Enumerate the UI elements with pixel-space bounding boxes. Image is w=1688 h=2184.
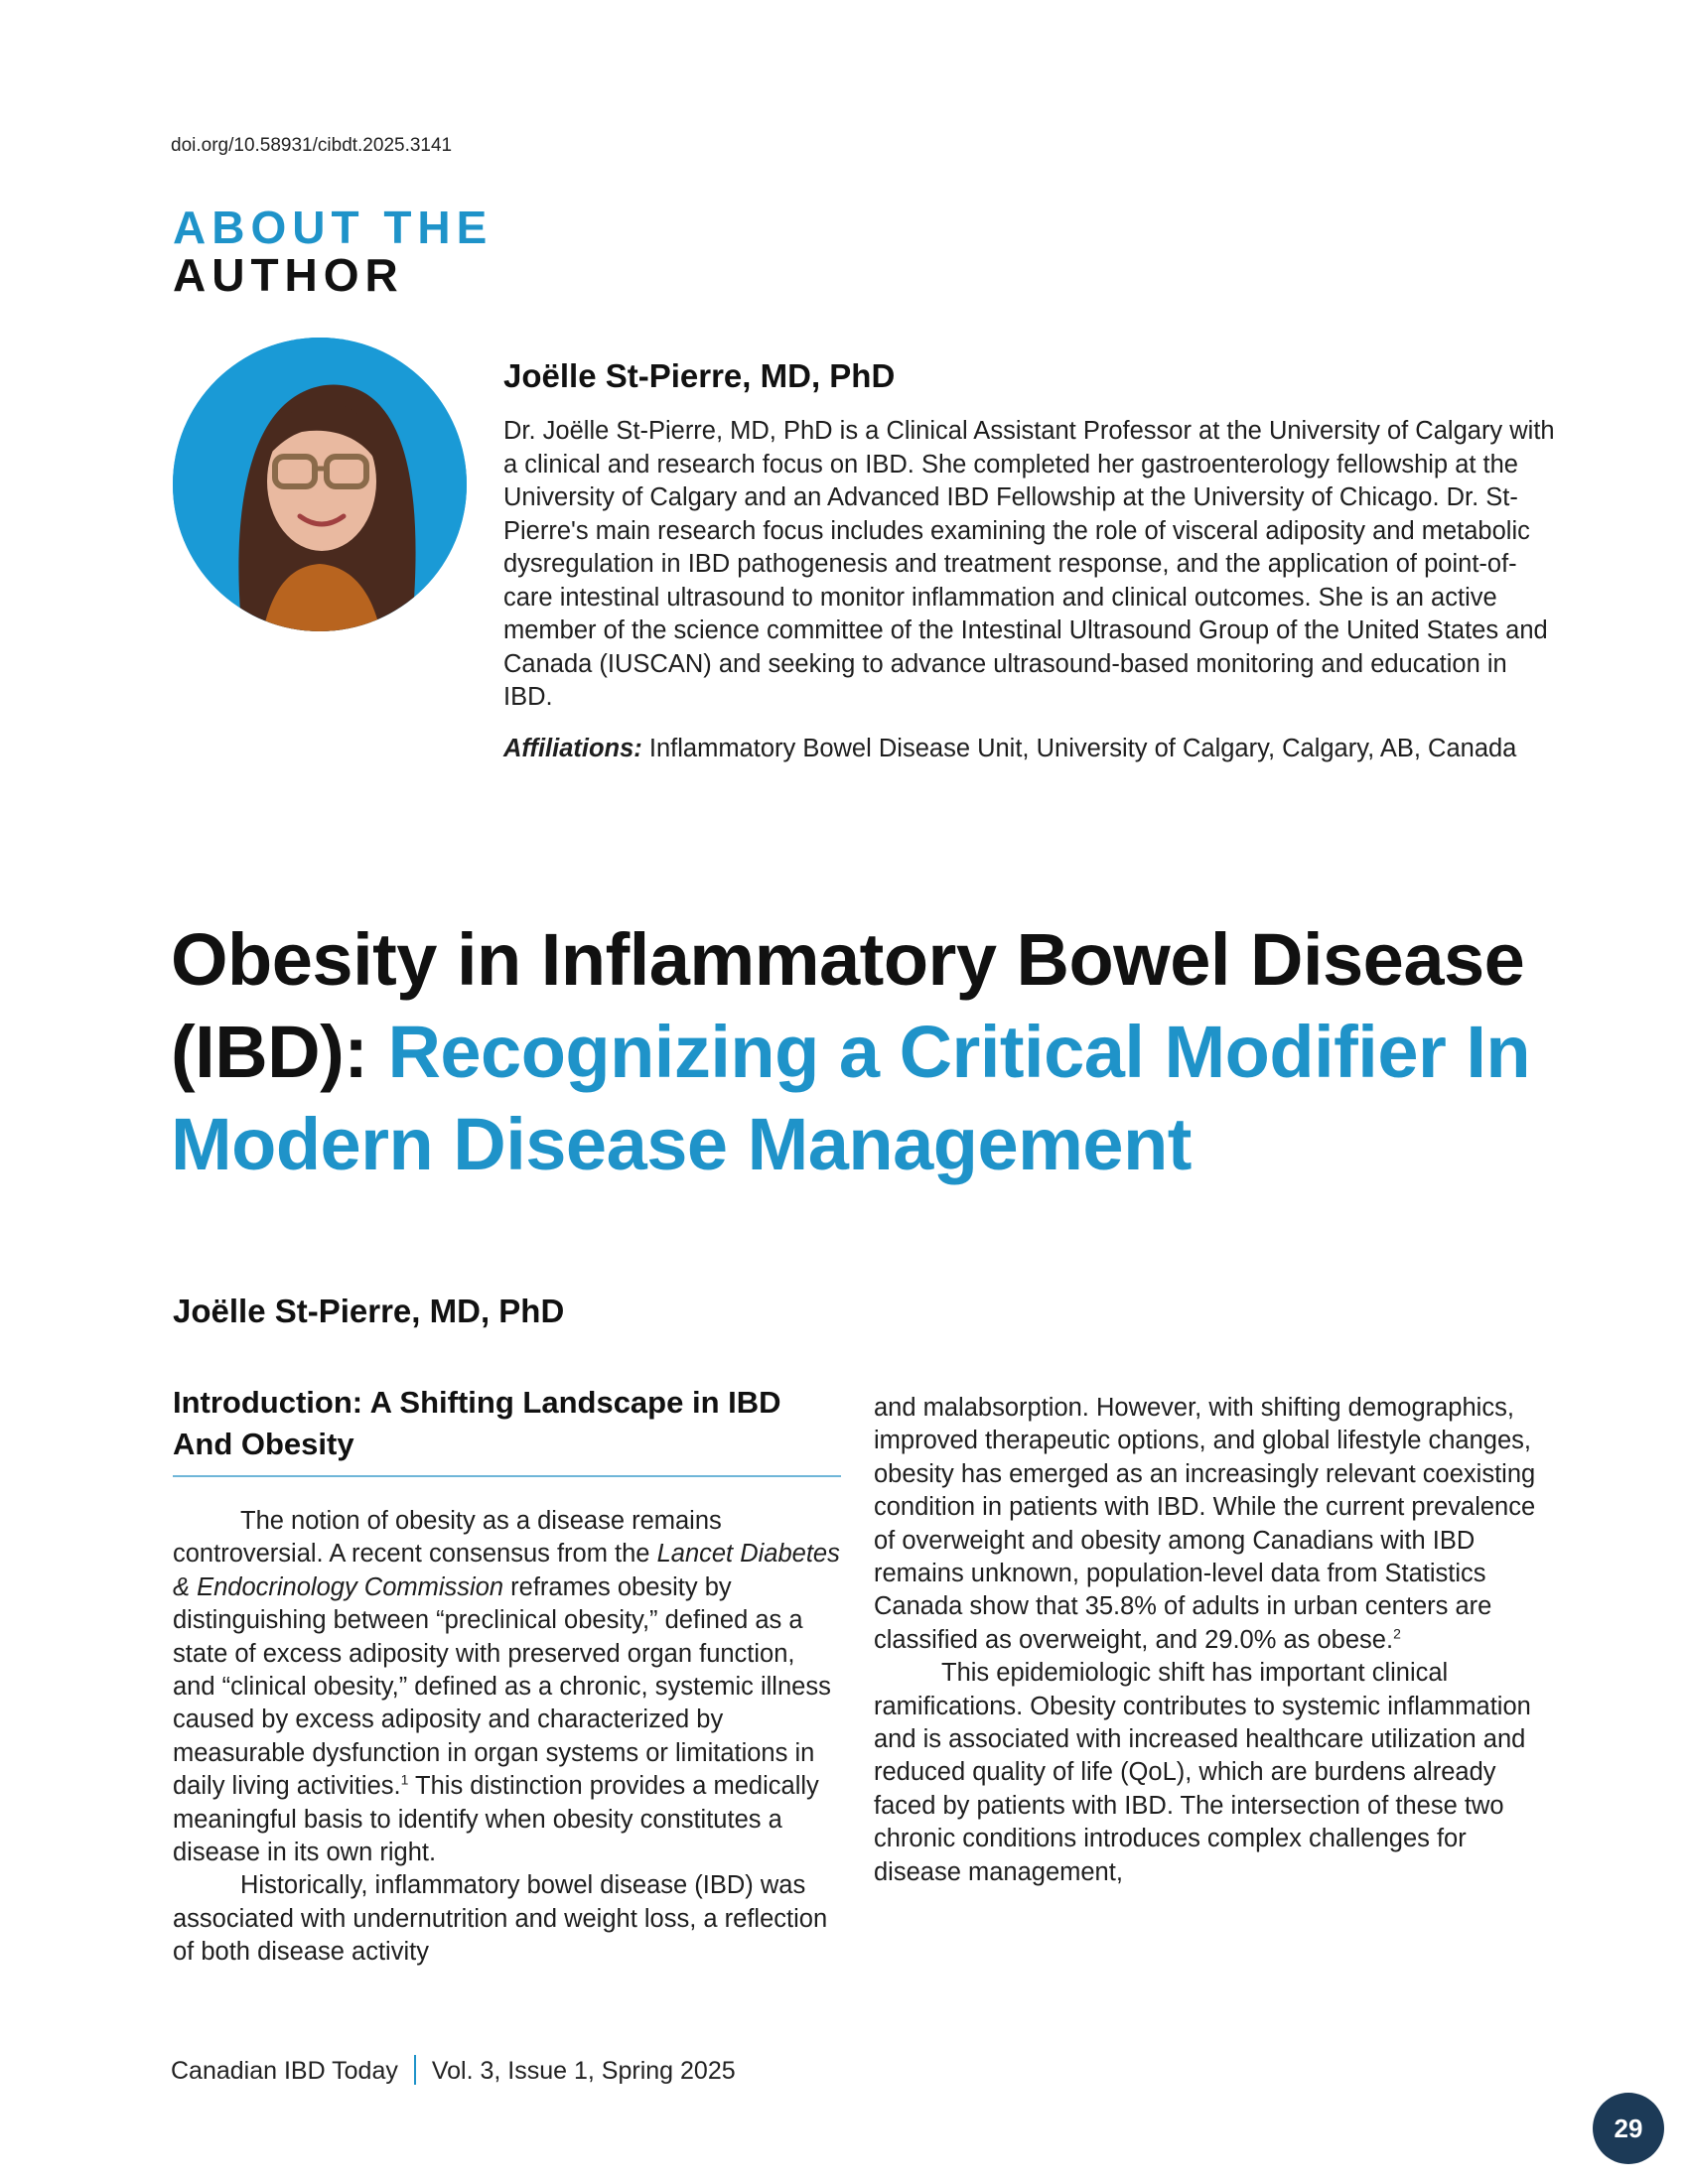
paragraph-3: This epidemiologic shift has important clinical ramifications. Obesity contributes to systemic inflammation and is associated with increased healthcare utilization and reduced quality of life (QoL), which are burdens already faced by patients with IBD. The intersection of these two chronic conditions introduces complex challenges for disease management, <box>874 1659 1531 1886</box>
doi-link[interactable]: doi.org/10.58931/cibdt.2025.3141 <box>171 135 453 156</box>
title-part-1: Obesity in Inflammatory Bowel Disease (IBD): <box>171 918 1525 1093</box>
affiliations-text: Inflammatory Bowel Disease Unit, University of Calgary, Calgary, AB, Canada <box>648 734 1517 762</box>
page-footer <box>171 2055 736 2086</box>
reference-1[interactable]: 1 <box>400 1771 409 1788</box>
body-column-right <box>874 1392 1549 1889</box>
paragraph-2-start: Historically, inflammatory bowel disease (IBD) was associated with undernutrition and weight loss, a reflection of both disease activity <box>173 1871 828 1967</box>
affiliations-label: Affiliations: <box>503 734 642 762</box>
para1-text-a: The notion of obesity as a disease remains controversial. A recent consensus from the <box>173 1507 722 1569</box>
paragraph-1 <box>173 1505 841 1869</box>
reference-2[interactable]: 2 <box>1393 1625 1401 1642</box>
section-divider <box>173 1475 841 1477</box>
issue-info: Vol. 3, Issue 1, Spring 2025 <box>431 2057 736 2085</box>
article-byline: Joëlle St-Pierre, MD, PhD <box>173 1293 565 1329</box>
page-number-badge: 29 <box>1593 2093 1664 2164</box>
affiliations <box>503 733 1556 766</box>
body-column-left <box>173 1382 841 1970</box>
journal-name: Canadian IBD Today <box>171 2057 398 2085</box>
author-name: Joëlle St-Pierre, MD, PhD <box>503 357 896 394</box>
footer-separator <box>414 2055 416 2085</box>
author-photo <box>173 338 467 631</box>
title-part-2: Recognizing a Critical Modifier In Modern Disease Management <box>171 1011 1531 1185</box>
bio-paragraph: Dr. Joëlle St-Pierre, MD, PhD is a Clinical Assistant Professor at the University of Calgary with a clinical and research focus on IBD. She completed her gastroenterology fellowship at the University of Calgary and an Advanced IBD Fellowship at the University of Chicago. Dr. St-Pierre's main research focus includes examining the role of visceral adiposity and metabolic dysregulation in IBD pathogenesis and treatment response, and the application of point-of-care intestinal ultrasound to monitor inflammation and clinical outcomes. She is an active member of the science committee of the Intestinal Ultrasound Group of the United States and Canada (IUSCAN) and seeking to advance ultrasound-based monitoring and education in IBD. <box>503 417 1555 711</box>
para2-text: and malabsorption. However, with shifting demographics, improved therapeutic options, and global lifestyle changes, obesity has emerged as an increasingly relevant coexisting condition in patients with IBD. While the current prevalence of overweight and obesity among Canadians with IBD remains unknown, population-level data from Statistics Canada show that 35.8% of adults in urban centers are classified as overweight, and 29.0% as obese. <box>874 1394 1536 1654</box>
author-bio <box>503 415 1556 765</box>
article-title <box>171 913 1541 1190</box>
paragraph-2-continued <box>874 1392 1549 1657</box>
para1-text-c: This distinction provides a medically meaningful basis to identify when obesity constitutes a disease in its own right. <box>173 1772 819 1867</box>
about-heading-line1: ABOUT THE <box>173 202 493 253</box>
section-heading: Introduction: A Shifting Landscape in IBD And Obesity <box>173 1385 781 1461</box>
para1-italic-citation: Lancet Diabetes & Endocrinology Commission <box>173 1540 840 1601</box>
about-the-author-heading <box>173 204 492 299</box>
para1-text-b: reframes obesity by distinguishing between “preclinical obesity,” defined as a state of excess adiposity with preserved organ function, and “clinical obesity,” defined as a chronic, systemic illness caused by excess adiposity and characterized by measurable dysfunction in organ systems or limitations in daily living activities. <box>173 1572 831 1801</box>
about-heading-line2: AUTHOR <box>173 249 404 301</box>
